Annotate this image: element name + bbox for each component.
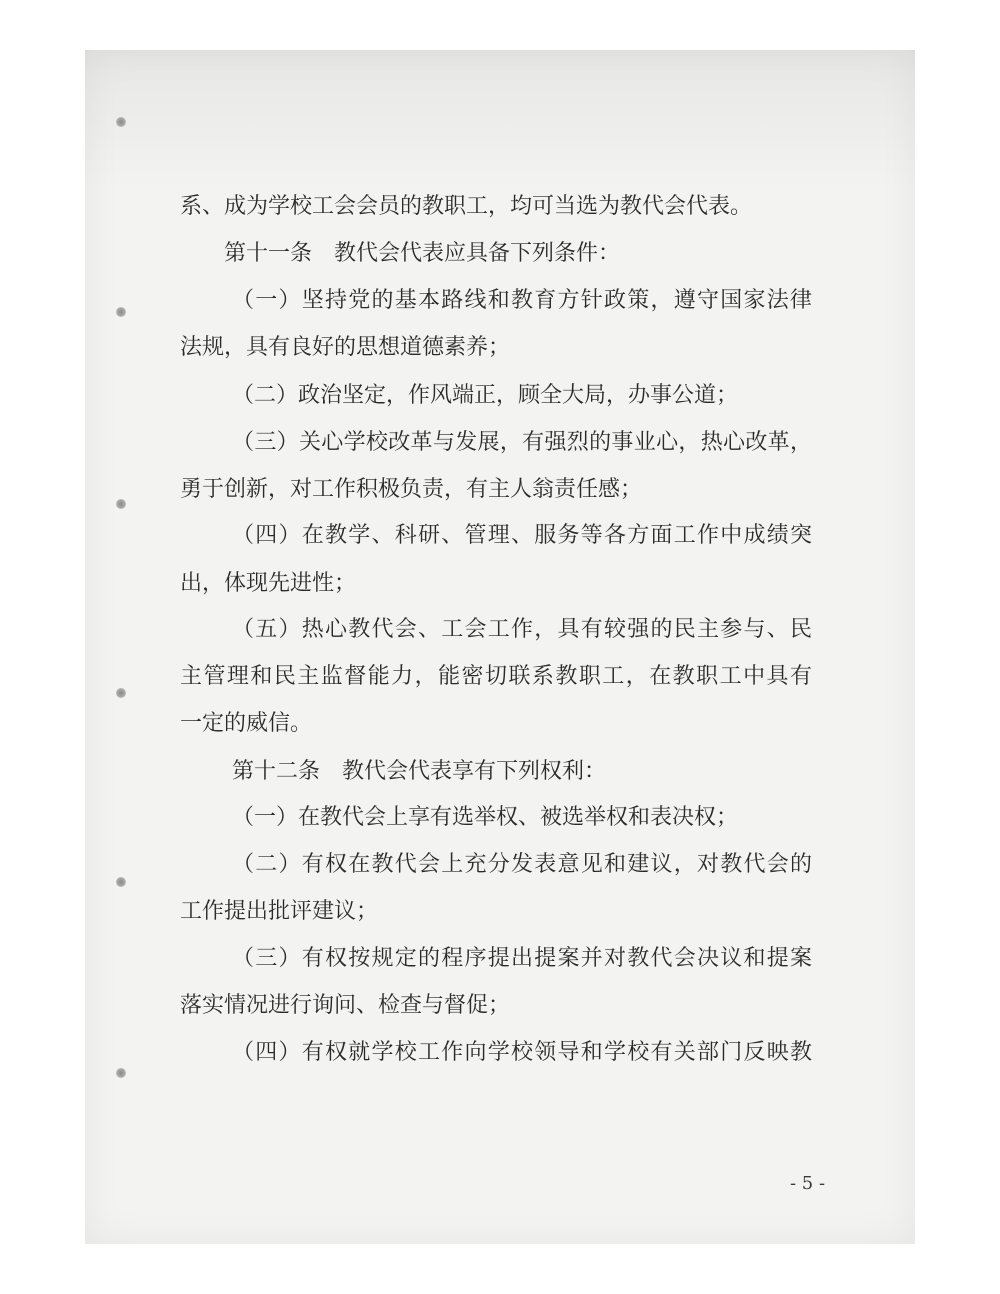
body-line: （四）有权就学校工作向学校领导和学校有关部门反映教 (232, 1040, 812, 1065)
body-line: （二）政治坚定，作风端正，顾全大局，办事公道； (232, 383, 739, 408)
article-heading: 第十二条 教代会代表享有下列权利： (232, 759, 607, 784)
body-line: 一定的威信。 (180, 711, 313, 736)
body-line: （四）在教学、科研、管理、服务等各方面工作中成绩突 (232, 523, 812, 548)
body-line: （一）在教代会上享有选举权、被选举权和表决权； (232, 805, 739, 830)
binding-mark (116, 499, 126, 509)
page-number: - 5 - (790, 1173, 826, 1194)
body-line: 系、成为学校工会会员的教职工，均可当选为教代会代表。 (180, 194, 753, 219)
article-heading: 第十一条 教代会代表应具备下列条件： (224, 241, 621, 266)
binding-mark (116, 1068, 126, 1078)
body-line: （三）有权按规定的程序提出提案并对教代会决议和提案 (232, 946, 812, 971)
body-line: 法规，具有良好的思想道德素养； (180, 335, 511, 360)
body-line: 主管理和民主监督能力，能密切联系教职工，在教职工中具有 (180, 664, 812, 689)
body-line: （二）有权在教代会上充分发表意见和建议，对教代会的 (232, 852, 812, 877)
body-line: 勇于创新，对工作积极负责，有主人翁责任感； (180, 477, 643, 502)
binding-mark (116, 877, 126, 887)
body-line: 落实情况进行询问、检查与督促； (180, 993, 511, 1018)
body-line: （三）关心学校改革与发展，有强烈的事业心，热心改革， (232, 430, 812, 455)
binding-mark (116, 307, 126, 317)
body-line: 工作提出批评建议； (180, 899, 379, 924)
body-line: （五）热心教代会、工会工作，具有较强的民主参与、民 (232, 617, 812, 642)
binding-mark (116, 688, 126, 698)
body-line: （一）坚持党的基本路线和教育方针政策，遵守国家法律 (232, 288, 812, 313)
body-line: 出，体现先进性； (180, 571, 357, 596)
binding-mark (116, 117, 126, 127)
